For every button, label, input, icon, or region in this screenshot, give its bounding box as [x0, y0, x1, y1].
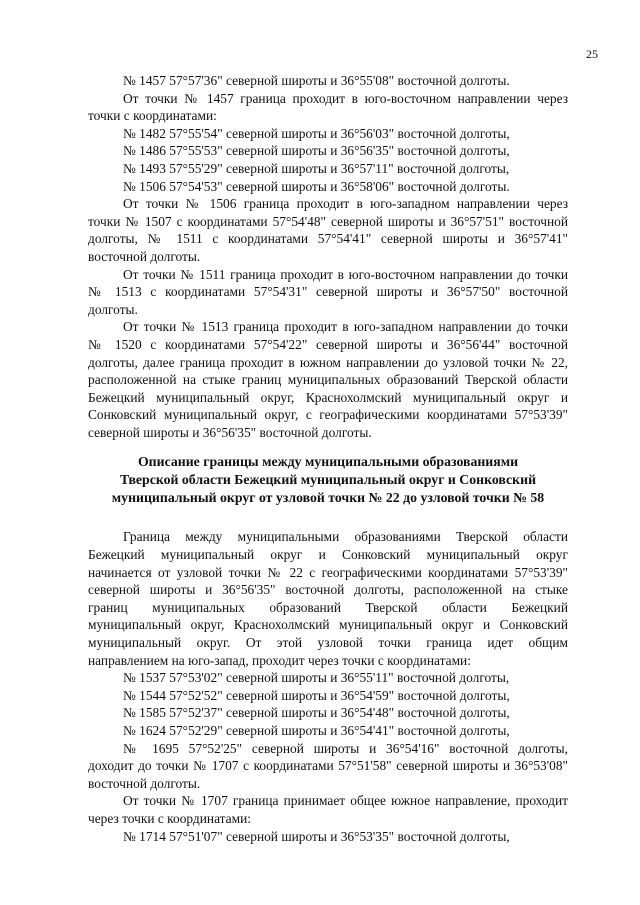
text-line: № 1486 57°55'53" северной широты и 36°56'35" восточной долготы, — [123, 143, 510, 159]
text-line: От точки № 1511 граница проходит в юго-восточном направлении до точки — [123, 266, 568, 282]
text-line: долготы, № 1511 с координатами 57°54'41" северной широты и 36°57'41" — [88, 231, 568, 247]
text-line: № 1482 57°55'54" северной широты и 36°56'03" восточной долготы, — [123, 125, 510, 141]
text-line: восточной долготы. — [88, 775, 201, 791]
text-line: через точки с координатами: — [88, 810, 251, 826]
text-line: № 1585 57°52'37" северной широты и 36°54'48" восточной долготы, — [123, 705, 510, 721]
text-line: Бежецкий муниципальный округ, Краснохолмский муниципальный округ и — [88, 389, 568, 405]
text-line: Граница между муниципальными образованиями Тверской области — [123, 529, 568, 545]
text-line: расположенной на стыке границ муниципальных образований Тверской области — [88, 372, 568, 388]
text-line: северной широты и 36°56'35" восточной долготы. — [88, 424, 372, 440]
page-number: 25 — [586, 47, 598, 61]
text-line: От точки № 1506 граница проходит в юго-западном направлении через — [123, 196, 568, 212]
text-line: долготы. — [88, 301, 138, 317]
text-line: точки с координатами: — [88, 108, 217, 124]
page-content — [88, 72, 568, 845]
text-line: начинается от узловой точки № 22 с географическими координатами 57°53'39" — [88, 564, 568, 580]
text-line: точки № 1507 с координатами 57°54'48" северной широты и 36°57'51" восточной — [88, 213, 568, 229]
text-line: № 1537 57°53'02" северной широты и 36°55'11" восточной долготы, — [123, 670, 510, 686]
text-line: № 1493 57°55'29" северной широты и 36°57'11" восточной долготы, — [123, 160, 510, 176]
text-line: доходит до точки № 1707 с координатами 57°51'58" северной широты и 36°53'08" — [88, 758, 568, 774]
heading-line: Тверской области Бежецкий муниципальный округ и Сонковский — [119, 472, 537, 488]
text-line: долготы, далее граница проходит в южном направлении до узловой точки № 22, — [88, 354, 568, 370]
text-line: Бежецкий муниципальный округ и Сонковский муниципальный округ — [88, 547, 568, 563]
text-line: муниципальный округ, Краснохолмский муниципальный округ и Сонковский — [88, 617, 568, 633]
text-line: От точки № 1457 граница проходит в юго-восточном направлении через — [123, 90, 568, 106]
boundary-description-part-1 — [88, 72, 568, 441]
boundary-description-part-2 — [88, 528, 568, 845]
text-line: Сонковский муниципальный округ, с географическими координатами 57°53'39" — [88, 407, 568, 423]
text-line: № 1695 57°52'25" северной широты и 36°54'16" восточной долготы, — [123, 740, 568, 756]
text-line: северной широты и 36°56'35" восточной долготы, расположенной на стыке — [88, 582, 568, 598]
text-line: От точки № 1707 граница принимает общее южное направление, проходит — [123, 793, 568, 809]
text-line: № 1714 57°51'07" северной широты и 36°53'35" восточной долготы, — [123, 828, 510, 844]
text-line: направлением на юго-запад, проходит через точки с координатами: — [88, 652, 471, 668]
text-line: № 1520 с координатами 57°54'22" северной широты и 36°56'44" восточной — [88, 336, 568, 352]
text-line: № 1506 57°54'53" северной широты и 36°58'06" восточной долготы. — [123, 178, 510, 194]
text-line: От точки № 1513 граница проходит в юго-западном направлении до точки — [123, 319, 568, 335]
text-line: границ муниципальных образований Тверской области Бежецкий — [88, 599, 568, 615]
section-heading — [88, 453, 568, 507]
text-line: № 1457 57°57'36" северной широты и 36°55'08" восточной долготы. — [123, 73, 510, 88]
heading-line: муниципальный округ от узловой точки № 22 до узловой точки № 58 — [111, 490, 545, 506]
text-line: № 1624 57°52'29" северной широты и 36°54'41" восточной долготы, — [123, 723, 510, 738]
text-line: № 1513 с координатами 57°54'31" северной широты и 36°57'50" восточной — [88, 284, 568, 300]
heading-line: Описание границы между муниципальными образованиями — [137, 454, 519, 470]
text-line: восточной долготы. — [88, 248, 201, 264]
text-line: № 1544 57°52'52" северной широты и 36°54'59" восточной долготы, — [123, 687, 510, 703]
text-line: муниципальный округ. От этой узловой точки граница идет общим — [88, 635, 568, 651]
